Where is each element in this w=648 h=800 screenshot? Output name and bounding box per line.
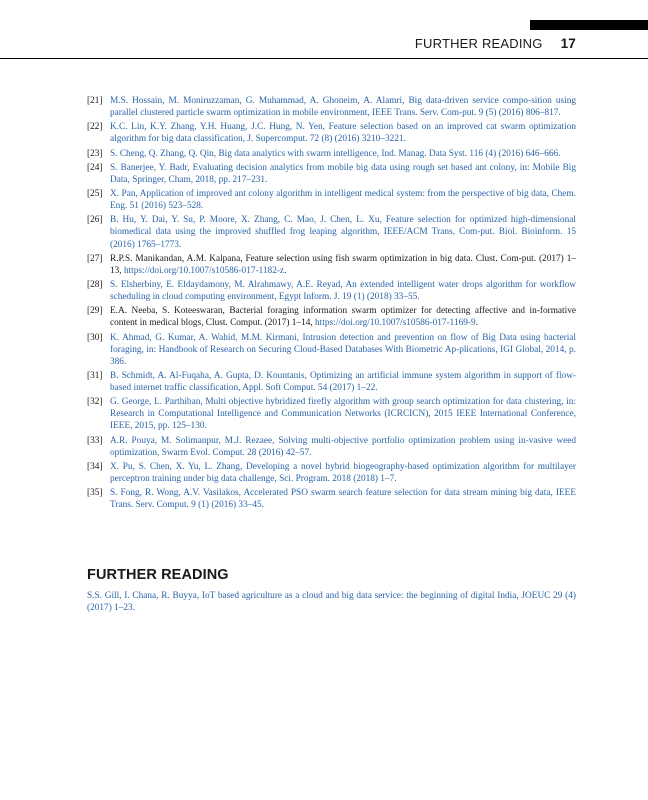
reference-item — [87, 332, 576, 368]
reference-number: [27] — [87, 253, 103, 264]
reference-number: [21] — [87, 96, 103, 106]
reference-item — [87, 162, 576, 186]
running-head-title: FURTHER READING — [414, 36, 543, 51]
reference-item — [87, 305, 576, 329]
reference-text[interactable]: A.R. Pouya, M. Solimanpur, M.J. Rezaee, Solving multi-objective portfolio optimization problem using in-vasive weed optimization, Swarm Evol. Comput. 28 (2016) 42–57. — [110, 435, 576, 458]
reference-text[interactable]: B. Schmidt, A. Al-Fuqaha, A. Gupta, D. Kountanis, Optimizing an artificial immune system algorithm in support of flow-based internet traffic classification, Appl. Soft Comput. 54 (2017) 1–22. — [110, 370, 576, 393]
further-reading-heading: FURTHER READING — [87, 567, 229, 583]
reference-text[interactable]: M.S. Hossain, M. Moniruzzaman, G. Muhammad, A. Ghoneim, A. Alamri, Big data-driven service compo-sition using parallel clustered particle swarm optimization in mobile environment, IEEE Trans. Serv. Com-put. 9 (5) (2016) 806–817. — [110, 96, 576, 119]
further-reading-entry[interactable]: S.S. Gill, I. Chana, R. Buyya, IoT based agriculture as a cloud and big data service: the beginning of digital India, JOEUC 29 (4) (2017) 1–23. — [87, 591, 576, 614]
reference-text[interactable]: S. Cheng, Q. Zhang, Q. Qin, Big data analytics with swarm intelligence, Ind. Manag. Data Syst. 116 (4) (2016) 646–666. — [110, 148, 561, 159]
page-number: 17 — [560, 36, 576, 51]
reference-text[interactable]: S. Banerjee, Y. Badr, Evaluating decision analytics from mobile big data using rough set based ant colony, in: Mobile Big Data, Springer, Cham, 2018, pp. 217–231. — [110, 162, 576, 185]
reference-item — [87, 214, 576, 250]
reference-number: [25] — [87, 189, 103, 200]
reference-text[interactable]: K.C. Lin, K.Y. Zhang, Y.H. Huang, J.C. Hung, N. Yen, Feature selection based on an improved cat swarm optimization algorithm for big data classification, J. Supercomput. 72 (8) (2016) 3210–3221. — [110, 122, 576, 145]
reference-item — [87, 95, 576, 119]
reference-item — [87, 279, 576, 303]
reference-text[interactable]: S. Elsherbiny, E. Eldaydamony, M. Alrahmawy, A.E. Reyad, An extended intelligent water drops algorithm for workflow scheduling in cloud computing environment, Egypt Inform. J. 19 (1) (2018) 33–55. — [110, 279, 576, 303]
reference-list — [87, 95, 576, 513]
reference-number: [23] — [87, 148, 103, 159]
reference-item — [87, 253, 576, 277]
doi-link[interactable]: https://doi.org/10.1007/s10586-017-1169-9 — [315, 318, 476, 329]
header-rule — [0, 58, 648, 59]
doi-link[interactable]: https://doi.org/10.1007/s10586-017-1182-z — [123, 265, 285, 276]
reference-item — [87, 370, 576, 394]
reference-text[interactable]: K. Ahmad, G. Kumar, A. Wahid, M.M. Kirmani, Intrusion detection and prevention on flow of Big Data using bacterial foraging, in: Handbook of Research on Securing Cloud-Based Databases With Biometric Ap-plications, IGI Global, 2014, p. 386. — [110, 332, 576, 367]
reference-item — [87, 188, 576, 212]
reference-number: [34] — [87, 461, 103, 472]
reference-number: [22] — [87, 122, 103, 133]
reference-item — [87, 435, 576, 459]
reference-text[interactable]: G. George, L. Parthiban, Multi objective hybridized firefly algorithm with group search optimization for data clustering, in: Research in Computational Intelligence and Communication Networks (ICRCICN), 2015 IEEE International Conference, IEEE, 2015, pp. 125–130. — [110, 397, 576, 432]
reference-text[interactable]: S. Fong, R. Wong, A.V. Vasilakos, Accelerated PSO swarm search feature selection for data stream mining big data, IEEE Trans. Serv. Comput. 9 (1) (2016) 33–45. — [110, 488, 576, 511]
reference-number: [35] — [87, 488, 103, 499]
reference-number: [24] — [87, 162, 103, 173]
reference-number: [30] — [87, 332, 103, 343]
reference-number: [29] — [87, 306, 103, 317]
reference-text[interactable]: X. Pu, S. Chen, X. Yu, L. Zhang, Developing a novel hybrid biogeography-based optimization algorithm for multilayer perceptron training under big data challenge, Sci. Program. 2018 (2018) 1–7. — [110, 461, 576, 484]
reference-text: R.P.S. Manikandan, A.M. Kalpana, Feature selection using fish swarm optimization in big data. Clust. Com-put. (2017) 1–13, — [110, 253, 576, 276]
reference-item — [87, 487, 576, 511]
reference-tail: . — [284, 265, 287, 276]
running-head — [0, 36, 576, 51]
header-bar — [530, 20, 648, 30]
reference-text: E.A. Neeba, S. Koteeswaran, Bacterial foraging information swarm optimizer for detecting affective and in-formative content in medical blogs, Clust. Comput. (2017) 1–14, — [110, 306, 576, 329]
reference-tail: . — [475, 318, 478, 329]
reference-number: [33] — [87, 435, 103, 446]
reference-item — [87, 396, 576, 432]
reference-text[interactable]: X. Pan, Application of improved ant colony algorithm in intelligent medical system: from the perspective of big data, Chem. Eng. 51 (2016) 523–528. — [110, 189, 576, 212]
reference-number: [28] — [87, 279, 103, 290]
reference-text[interactable]: B. Hu, Y. Dai, Y. Su, P. Moore, X. Zhang, C. Mao, J. Chen, L. Xu, Feature selection for optimized high-dimensional biomedical data using the improved shuffled frog leaping algorithm, IEEE/ACM Trans. Com-put. Biol. Bioinform. 15 (2016) 1765–1773. — [110, 215, 576, 250]
reference-item — [87, 461, 576, 485]
reference-item — [87, 121, 576, 145]
reference-item — [87, 148, 576, 160]
reference-number: [32] — [87, 397, 103, 408]
reference-number: [31] — [87, 370, 103, 381]
reference-number: [26] — [87, 215, 103, 226]
